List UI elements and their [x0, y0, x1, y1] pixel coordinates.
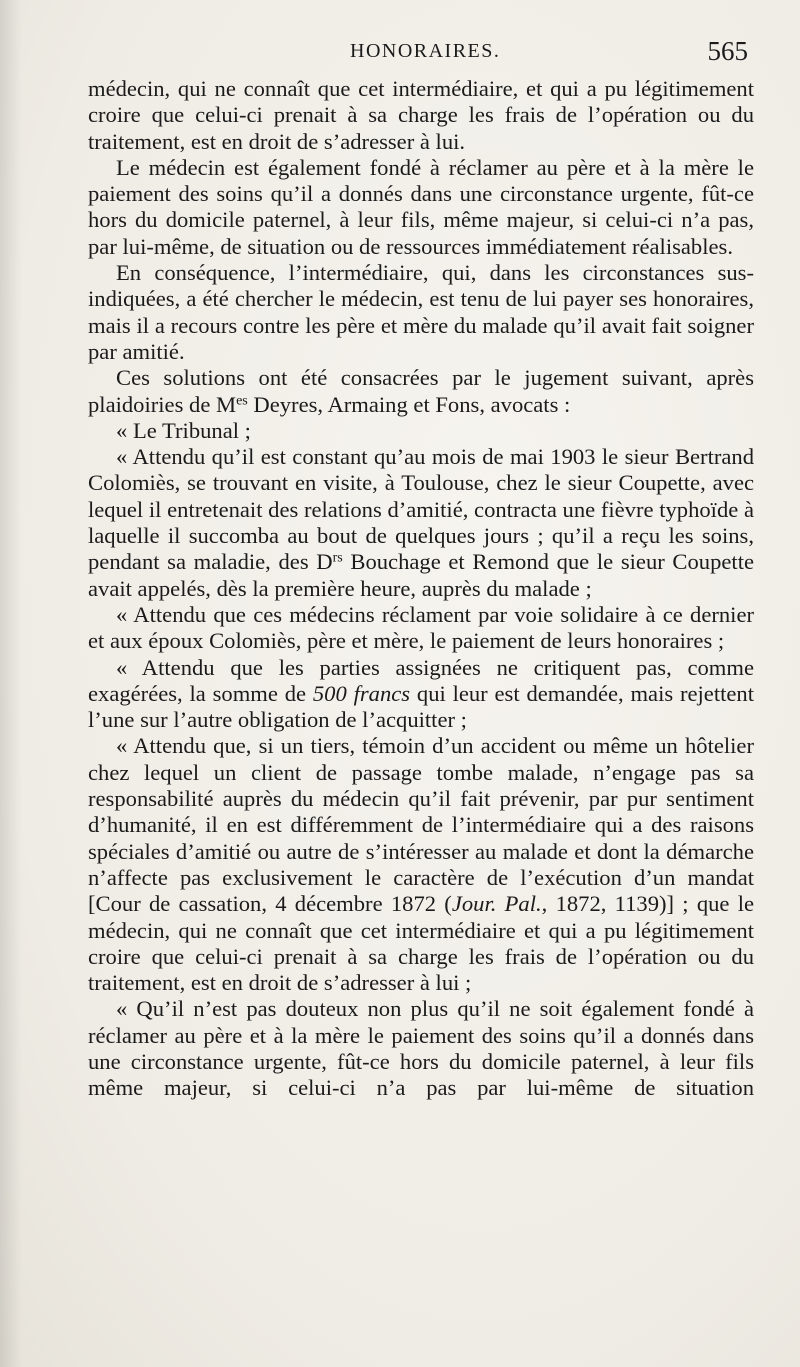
text-segment: médecin, qui ne connaît que cet intermédiaire, et qui a pu légitimement croire que celui-ci prenait à sa charge les frais de l’opération ou du traitement, est en droit de s’adresser à lui.	[88, 76, 754, 154]
text-segment: « Attendu que ces médecins réclament par voie solidaire à ce dernier et aux époux Colomiès, père et mère, le paiement de leurs honoraires ;	[88, 601, 754, 654]
text-segment: Deyres, Armaing et Fons, avocats :	[247, 391, 571, 417]
text-segment: « Attendu que les parties assignées ne critiquent pas, comme exagérées, la somme de	[88, 654, 754, 706]
paragraph	[88, 733, 754, 996]
text-segment: , 1872, 1139)] ; que le médecin, qui ne connaît que cet intermédiaire et qui a pu légitimement croire que celui-ci prenait à sa charge les frais de l’opération ou du traitement, est en droit de s’adresser à lui ;	[88, 891, 755, 996]
superscript-abbreviation: rs	[332, 550, 343, 566]
paragraph	[88, 260, 754, 365]
text-segment: Ces solutions ont été consacrées par le jugement suivant, après plaidoiries de M	[88, 365, 754, 417]
body-text	[88, 76, 754, 1102]
italic-text: Jour. Pal.	[451, 891, 542, 917]
text-segment: « Attendu qu’il est constant qu’au mois de mai 1903 le sieur Bertrand Colomiès, se trouvant en visite, à Toulouse, chez le sieur Coupette, avec lequel il entretenait des relations d’amitié, contracta une fièvre typhoïde à laquelle il succomba au bout de quelques jours ; qu’il a reçu les soins, pendant sa maladie, des D	[88, 444, 754, 575]
paragraph	[88, 418, 754, 444]
text-segment: « Le Tribunal ;	[116, 417, 251, 443]
paragraph	[88, 996, 754, 1101]
text-segment: « Qu’il n’est pas douteux non plus qu’il ne soit également fondé à réclamer au père et à la mère le paiement des soins qu’il a donnés dans une circonstance urgente, fût-ce hors du domicile paternel, à leur fils même majeur, si celui-ci n’a pas par lui-même de situation	[88, 996, 754, 1101]
page-number: 565	[707, 36, 748, 66]
paragraph	[88, 444, 754, 602]
text-segment: qui leur est demandée, mais rejettent l’une sur l’autre obligation de l’acquitter ;	[88, 680, 754, 733]
italic-text: 500 francs	[312, 680, 411, 706]
page-header	[88, 36, 754, 76]
paragraph	[88, 602, 754, 655]
paragraph	[88, 655, 754, 734]
paragraph	[88, 76, 754, 155]
text-segment: « Attendu que, si un tiers, témoin d’un accident ou même un hôtelier chez lequel un client de passage tombe malade, n’engage pas sa responsabilité auprès du médecin qu’il fait prévenir, par pur sentiment d’humanité, il en est différemment de l’intermédiaire qui a des raisons spéciales d’amitié ou autre de s’intéresser au malade et dont la démarche n’affecte pas exclusivement le caractère de l’exécution d’un mandat [Cour de cassation, 4 décembre 1872 (	[88, 733, 754, 917]
text-segment: Le médecin est également fondé à réclamer au père et à la mère le paiement des soins qu’il a donnés dans une circonstance urgente, fût-ce hors du domicile paternel, à leur fils, même majeur, si celui-ci n’a pas, par lui-même, de situation ou de ressources immédiatement réalisables.	[88, 154, 754, 259]
superscript-abbreviation: es	[236, 392, 248, 408]
paragraph	[88, 155, 754, 260]
running-title: HONORAIRES.	[350, 40, 501, 62]
paragraph	[88, 365, 754, 418]
text-segment: Bouchage et Remond que le sieur Coupette avait appelés, dès la première heure, auprès du malade ;	[88, 549, 754, 601]
text-segment: En conséquence, l’intermédiaire, qui, dans les circonstances sus-indiquées, a été chercher le médecin, est tenu de lui payer ses honoraires, mais il a recours contre les père et mère du malade qu’il avait fait soigner par amitié.	[88, 260, 754, 364]
